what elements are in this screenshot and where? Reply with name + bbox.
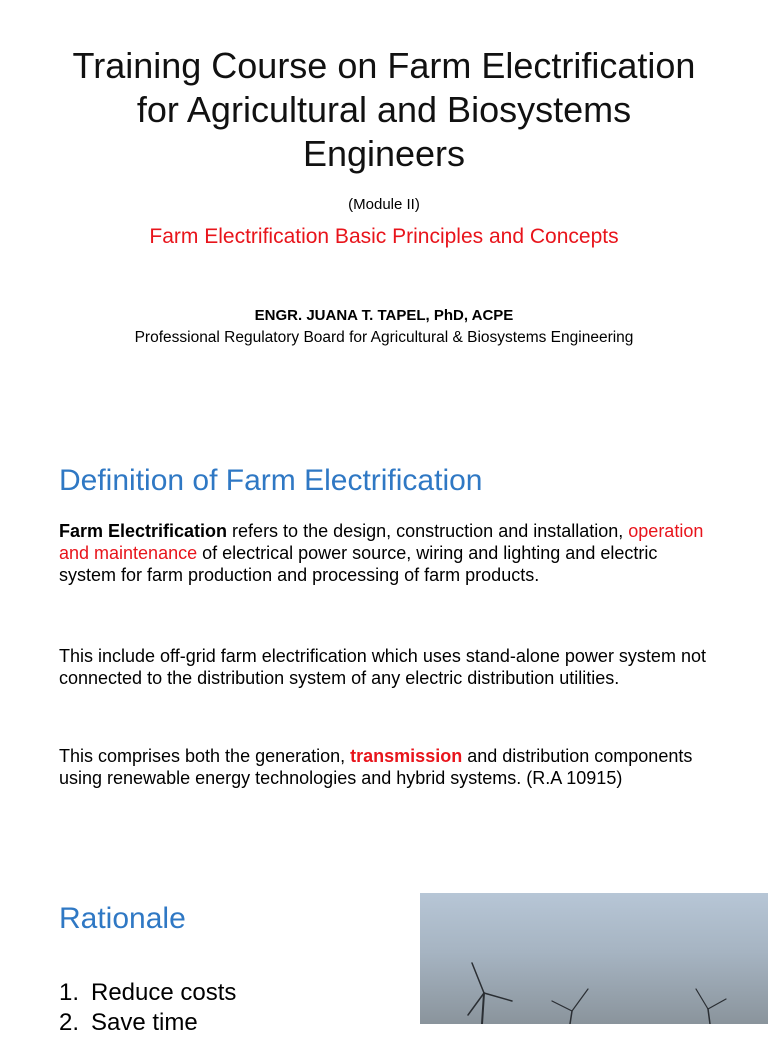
- definition-p3-text-b: and distribution components using renewable energy technologies and hybrid systems. (R.A 10915): [59, 746, 693, 788]
- list-item-text: Save time: [91, 1009, 198, 1036]
- definition-text-a: refers to the design, construction and installation,: [227, 521, 629, 541]
- definition-p3-text-a: This comprises both the generation,: [59, 746, 351, 766]
- definition-text-b: of electrical power source, wiring and lighting and electric system for farm production and processing of farm products.: [59, 543, 658, 585]
- list-item-text: Reduce costs: [91, 979, 237, 1006]
- definition-paragraph-2: This include off-grid farm electrification which uses stand-alone power system not connected to the distribution system of any electric distribution utilities.: [59, 646, 706, 688]
- definition-heading: Definition of Farm Electrification: [59, 464, 483, 497]
- rationale-heading: Rationale: [59, 902, 186, 935]
- title-slide: [0, 0, 768, 420]
- list-item: [59, 978, 236, 1008]
- transmission-highlight: transmission: [350, 746, 463, 766]
- author-affiliation: Professional Regulatory Board for Agricultural & Biosystems Engineering: [134, 329, 634, 346]
- slide-subtitle: Farm Electrification Basic Principles and Concepts: [149, 225, 619, 248]
- list-item-number: 1.: [59, 979, 80, 1006]
- definition-slide: [0, 440, 768, 880]
- list-item-number: 2.: [59, 1009, 80, 1036]
- definition-highlight: operation and maintenance: [59, 521, 704, 563]
- author-name: ENGR. JUANA T. TAPEL, PhD, ACPE: [254, 307, 514, 324]
- rationale-slide: [0, 880, 768, 1036]
- wind-turbine-icon: [420, 893, 768, 1024]
- definition-paragraph-3: [59, 745, 719, 789]
- definition-paragraph-1: [59, 520, 719, 586]
- rationale-list: [59, 978, 236, 1038]
- wind-turbine-photo: [420, 893, 768, 1024]
- slide-title: Training Course on Farm Electrification for Agricultural and Biosystems Engineers: [72, 45, 696, 174]
- module-label: (Module II): [348, 196, 420, 213]
- definition-term: Farm Electrification: [59, 521, 228, 541]
- list-item: [59, 1008, 236, 1038]
